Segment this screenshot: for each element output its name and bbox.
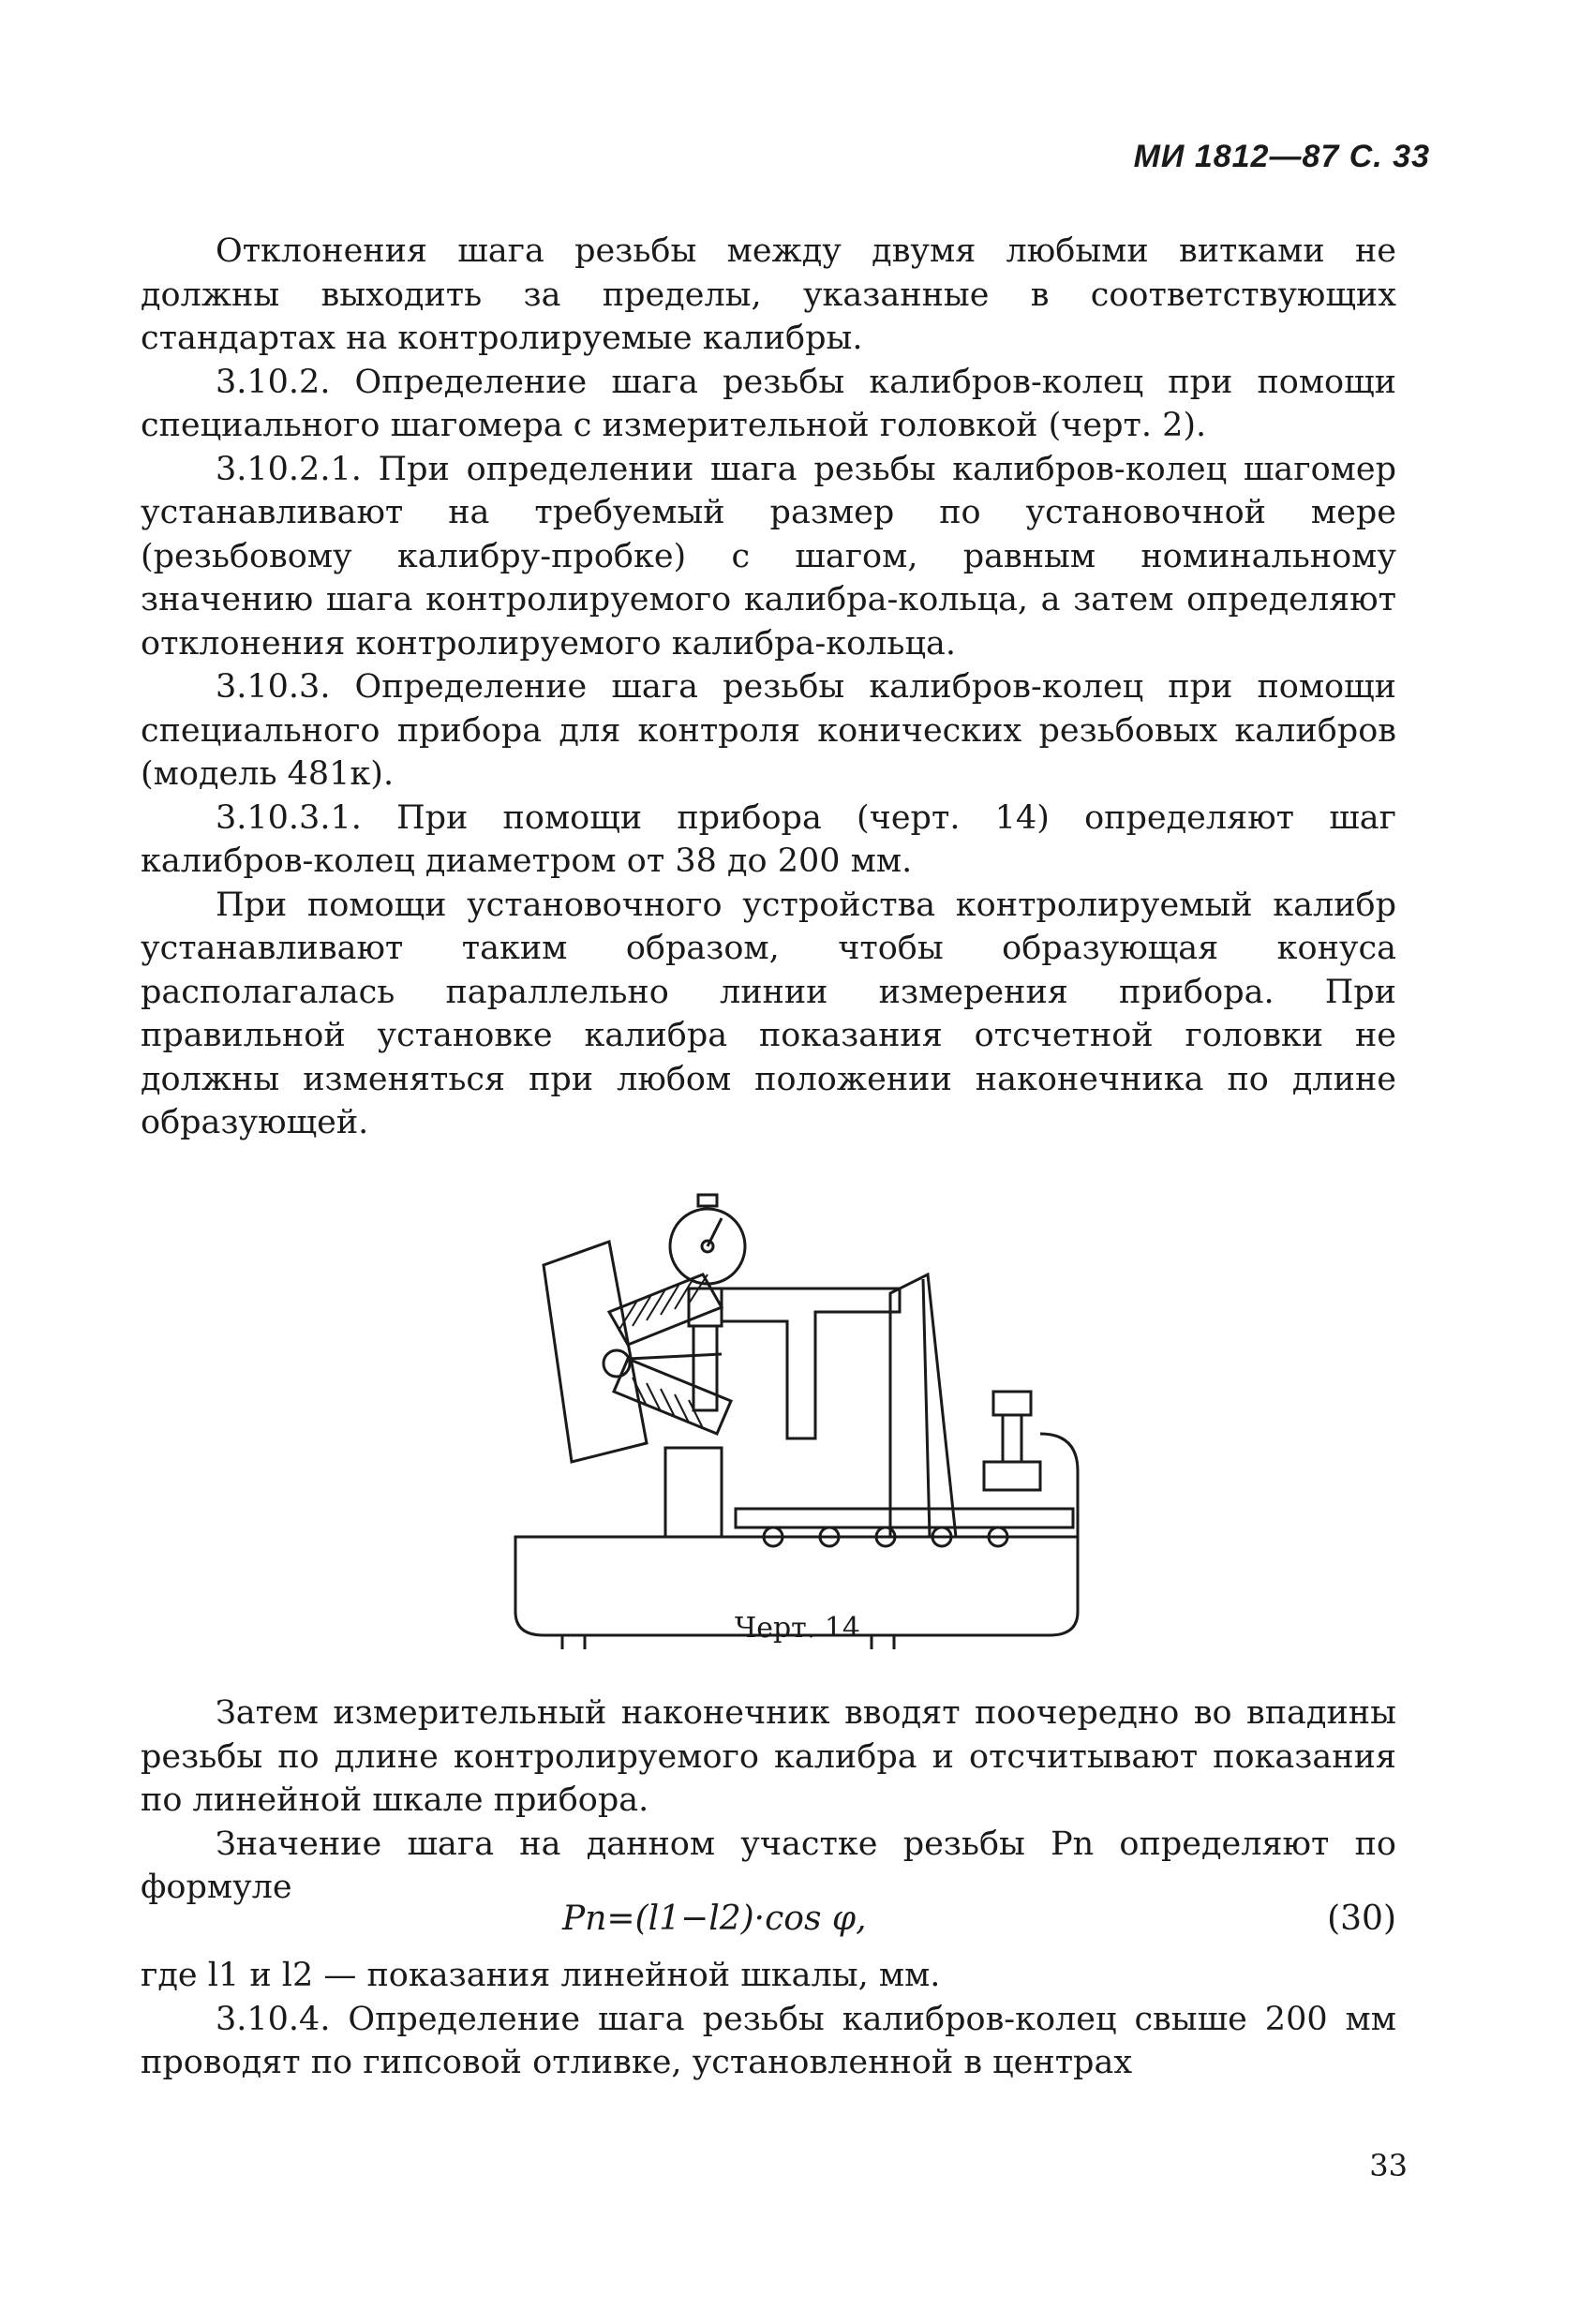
paragraph: Затем измерительный наконечник вводят поочередно во впадины резьбы по длине контролируемого калибра и отсчитывают показания по линейной шкале прибора. <box>141 1694 1396 1819</box>
paragraph: При помощи установочного устройства контролируемый калибр устанавливают таким образом, чтобы образующая конуса располагалась параллельно линии измерения прибора. При правильной установке калибра показания отсчетной головки не должны изменяться при любом положении наконечника по длине образующей. <box>141 886 1396 1141</box>
formula <box>562 1899 1396 1938</box>
body-text-top <box>141 230 1396 1145</box>
formula-expression: Pn=(l1−l2)·cos φ, <box>562 1899 867 1938</box>
paragraph: где l1 и l2 — показания линейной шкалы, мм. <box>141 1957 941 1994</box>
paragraph: 3.10.2. Определение шага резьбы калибров-колец при помощи специального шагомера с измерительной головкой (черт. 2). <box>141 363 1396 444</box>
instrument-drawing <box>506 1125 1087 1649</box>
paragraph: 3.10.3.1. При помощи прибора (черт. 14) определяют шаг калибров-колец диаметром от 38 до 200 мм. <box>141 798 1396 880</box>
body-text-bottom <box>141 1954 1396 2085</box>
paragraph: 3.10.3. Определение шага резьбы калибров-колец при помощи специального прибора для контроля конических резьбовых калибров (модель 481к). <box>141 668 1396 793</box>
paragraph: Значение шага на данном участке резьбы Pn определяют по формуле <box>141 1825 1396 1906</box>
paragraph: 3.10.4. Определение шага резьбы калибров-колец свыше 200 мм проводят по гипсовой отливке, установленной в центрах <box>141 2000 1396 2081</box>
figure-caption: Черт. 14 <box>735 1612 860 1645</box>
page-number: 33 <box>1369 2148 1408 2183</box>
body-text-middle <box>141 1691 1396 1910</box>
page-header: МИ 1812—87 С. 33 <box>1133 139 1430 174</box>
paragraph: Отклонения шага резьбы между двумя любыми витками не должны выходить за пределы, указанные в соответствующих стандартах на контролируемые калибры. <box>141 232 1396 357</box>
formula-number: (30) <box>1327 1899 1396 1938</box>
paragraph: 3.10.2.1. При определении шага резьбы калибров-колец шагомер устанавливают на требуемый размер по установочной мере (резьбовому калибру-пробке) с шагом, равным номинальному значению шага контролируемого калибра-кольца, а затем определяют отклонения контролируемого калибра-кольца. <box>141 450 1396 663</box>
